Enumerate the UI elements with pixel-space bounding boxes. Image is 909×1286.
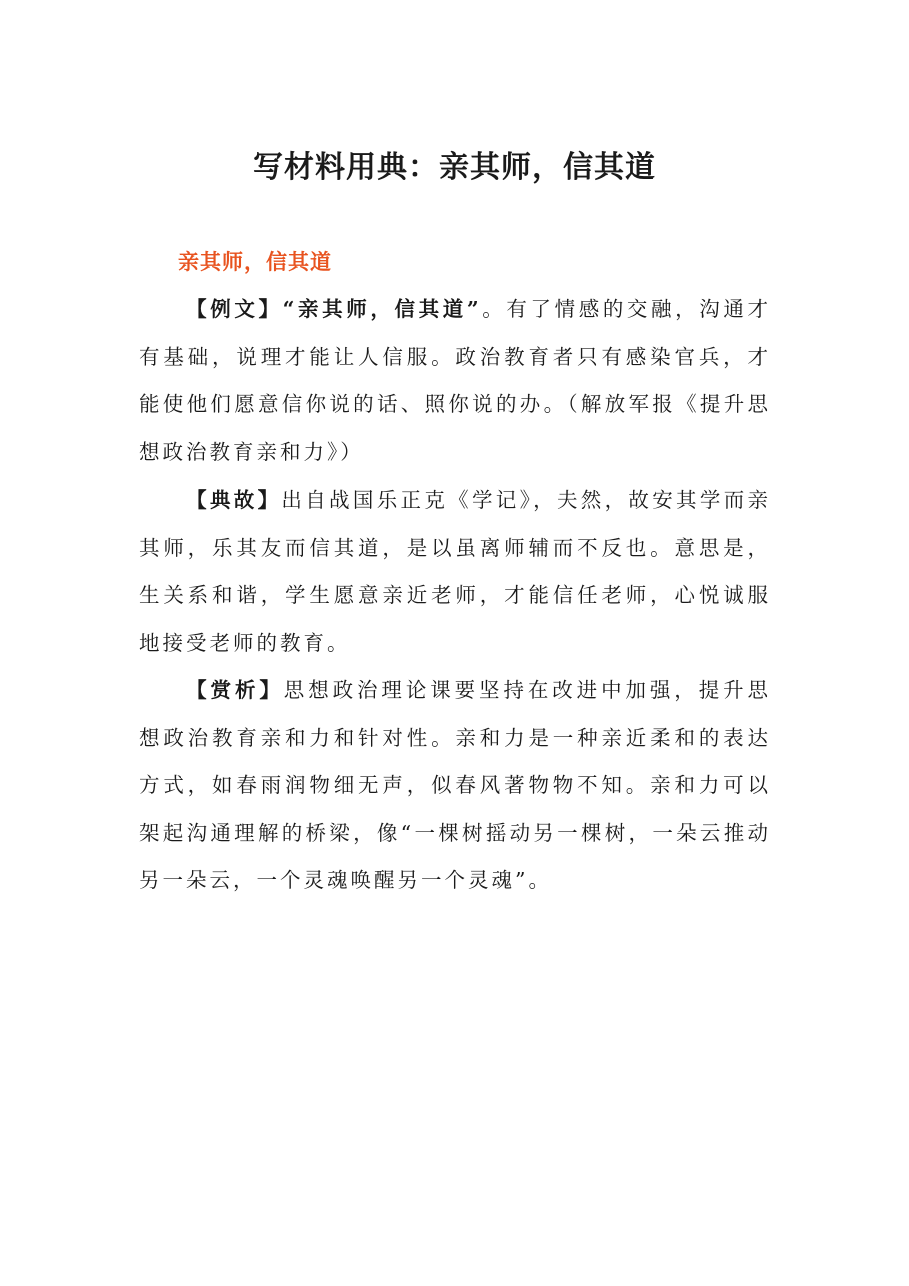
example-quote: “亲其师，信其道”: [282, 297, 482, 321]
example-text: 。有了情感的交融，沟通才有基础，说理才能让人信服。政治教育者只有感染官兵，才能使他们愿意信你说的话、照你说的办。（解放军报《提升思想政治教育亲和力》）: [139, 297, 772, 464]
allusion-tag: 【典故】: [186, 488, 282, 512]
example-paragraph: [139, 286, 771, 476]
section-heading: 亲其师，信其道: [178, 249, 332, 274]
analysis-tag: 【赏析】: [186, 678, 284, 702]
example-tag: 【例文】: [186, 297, 283, 321]
document-title: 写材料用典：亲其师，信其道: [253, 150, 656, 185]
allusion-text: 出自战国乐正克《学记》，夫然，故安其学而亲其师，乐其友而信其道，是以虽离师辅而不反也。意思是，生关系和谐，学生愿意亲近老师，才能信任老师，心悦诚服地接受老师的教育。: [139, 488, 772, 655]
analysis-paragraph: [139, 667, 771, 905]
allusion-paragraph: [139, 477, 771, 667]
analysis-text: 思想政治理论课要坚持在改进中加强，提升思想政治教育亲和力和针对性。亲和力是一种亲近柔和的表达方式，如春雨润物细无声，似春风著物物不知。亲和力可以架起沟通理解的桥梁，像“一棵树摇动另一棵树，一朵云推动另一朵云，一个灵魂唤醒另一个灵魂”。: [139, 678, 772, 892]
